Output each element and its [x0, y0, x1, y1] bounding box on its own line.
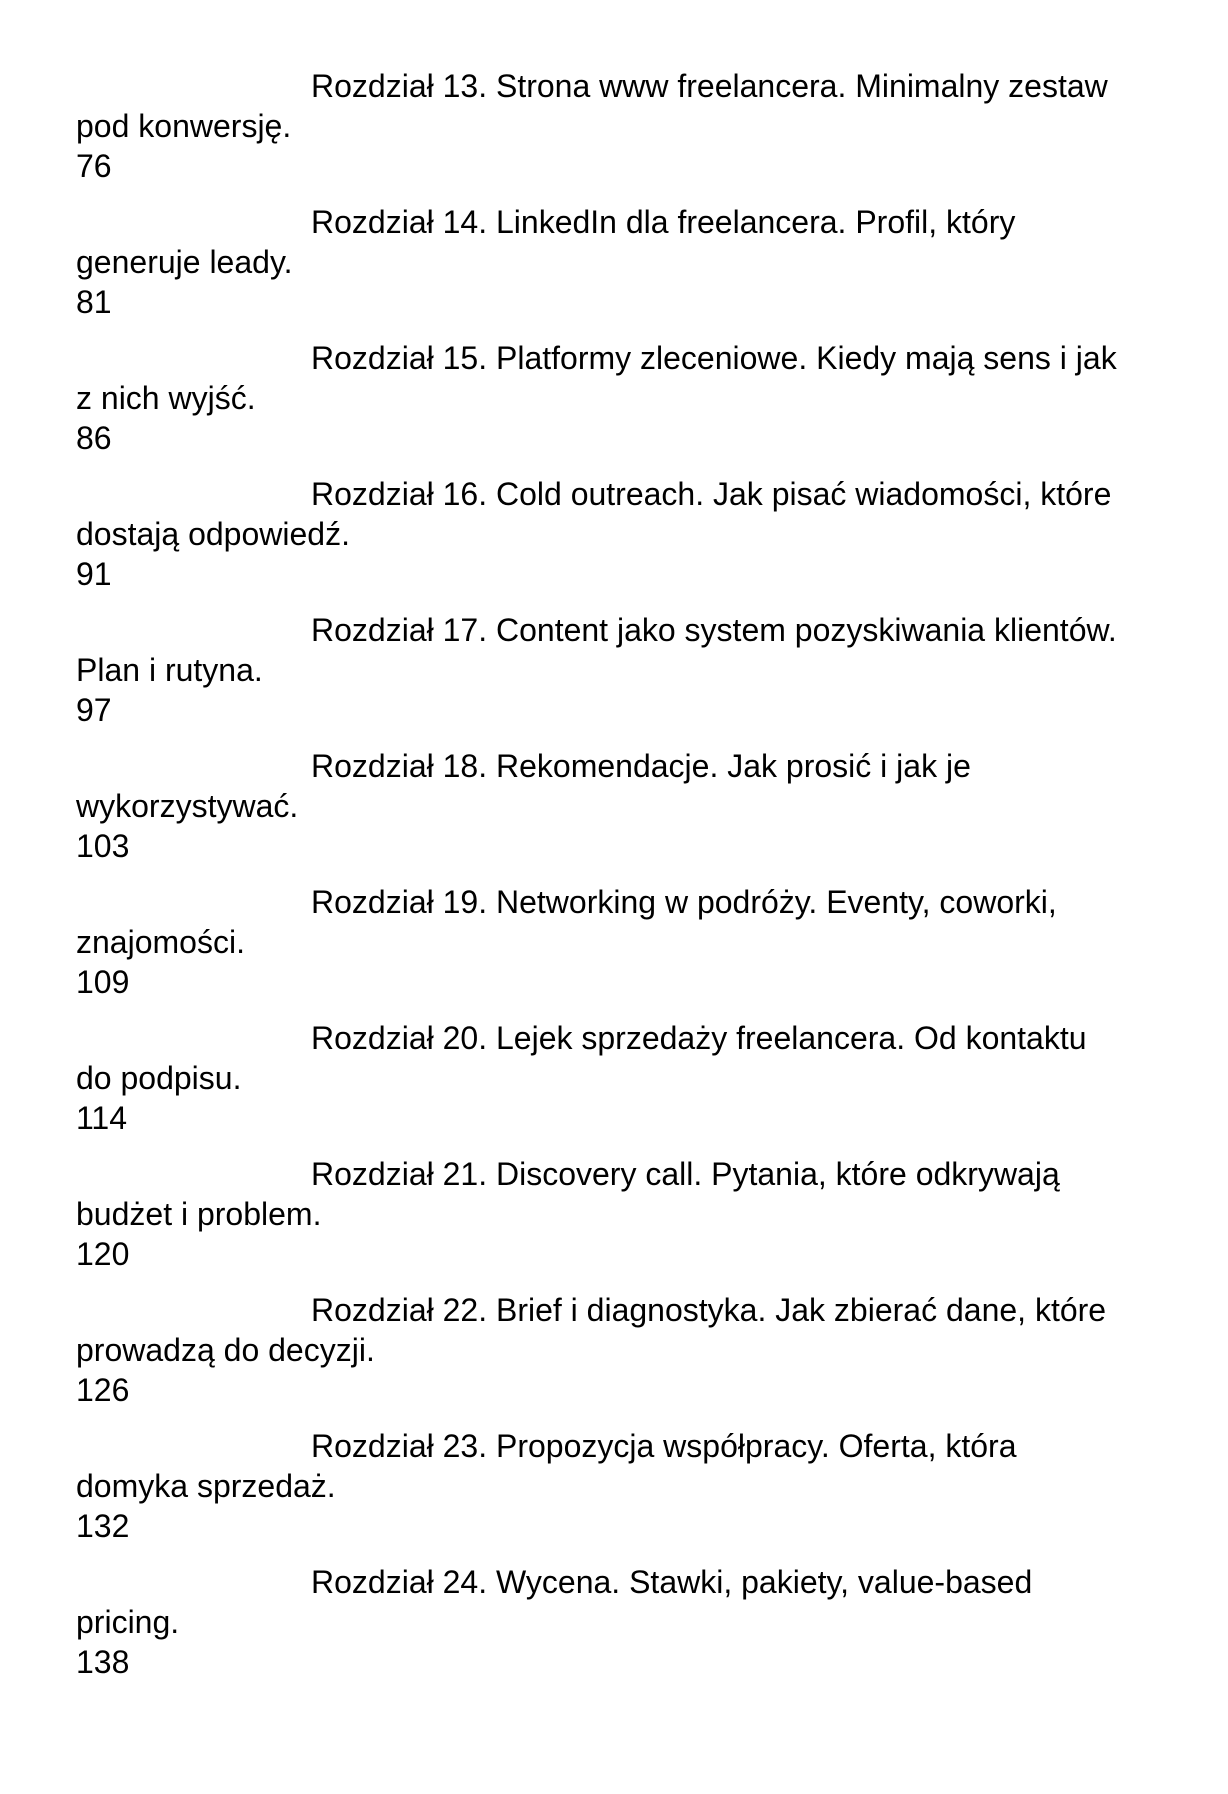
toc-entry-title-continued: wykorzystywać.: [76, 788, 299, 824]
toc-entry[interactable]: [76, 746, 1168, 866]
toc-entry-title: Rozdział 16. Cold outreach. Jak pisać wiadomości, które: [311, 476, 1112, 512]
toc-entry[interactable]: [76, 1426, 1168, 1546]
toc-entry[interactable]: [76, 1290, 1168, 1410]
toc-entry-title: Rozdział 19. Networking w podróży. Eventy, coworki,: [311, 884, 1057, 920]
toc-entry-title-continued: pod konwersję.: [76, 108, 292, 144]
toc-entry-title: Rozdział 21. Discovery call. Pytania, które odkrywają: [311, 1156, 1060, 1192]
toc-entry-title-continued: Plan i rutyna.: [76, 652, 263, 688]
toc-entry[interactable]: [76, 338, 1168, 458]
toc-entry-title: Rozdział 20. Lejek sprzedaży freelancera. Od kontaktu: [311, 1020, 1087, 1056]
toc-entry-title: Rozdział 22. Brief i diagnostyka. Jak zbierać dane, które: [311, 1292, 1107, 1328]
toc-entry[interactable]: [76, 882, 1168, 1002]
toc-entry-page-number: 86: [76, 420, 112, 456]
toc-entry-title-continued: prowadzą do decyzji.: [76, 1332, 375, 1368]
toc-entry[interactable]: [76, 474, 1168, 594]
toc-entry-title: Rozdział 23. Propozycja współpracy. Oferta, która: [311, 1428, 1017, 1464]
toc-entry[interactable]: [76, 1154, 1168, 1274]
toc-entry[interactable]: [76, 610, 1168, 730]
toc-entry-title-continued: generuje leady.: [76, 244, 293, 280]
toc-entry-title-continued: dostają odpowiedź.: [76, 516, 350, 552]
toc-entry-title-continued: pricing.: [76, 1604, 180, 1640]
toc-entry-page-number: 109: [76, 964, 130, 1000]
toc-entry-title-continued: z nich wyjść.: [76, 380, 256, 416]
toc-entry-title-continued: znajomości.: [76, 924, 245, 960]
toc-entry-title: Rozdział 18. Rekomendacje. Jak prosić i jak je: [311, 748, 971, 784]
toc-entry-page-number: 81: [76, 284, 112, 320]
toc-entry-page-number: 132: [76, 1508, 130, 1544]
toc-entry-title: Rozdział 14. LinkedIn dla freelancera. Profil, który: [311, 204, 1016, 240]
toc-entry-title: Rozdział 17. Content jako system pozyskiwania klientów.: [311, 612, 1117, 648]
toc-list: [76, 66, 1168, 1682]
toc-entry-title-continued: budżet i problem.: [76, 1196, 322, 1232]
toc-entry[interactable]: [76, 1562, 1168, 1682]
toc-entry-title: Rozdział 15. Platformy zleceniowe. Kiedy mają sens i jak: [311, 340, 1117, 376]
toc-entry-page-number: 76: [76, 148, 112, 184]
toc-entry[interactable]: [76, 66, 1168, 186]
toc-entry-title-continued: do podpisu.: [76, 1060, 242, 1096]
toc-entry-page-number: 114: [76, 1100, 128, 1136]
toc-entry-page-number: 126: [76, 1372, 130, 1408]
toc-entry-page-number: 91: [76, 556, 112, 592]
toc-entry-page-number: 103: [76, 828, 130, 864]
toc-entry-title: Rozdział 24. Wycena. Stawki, pakiety, value-based: [311, 1564, 1033, 1600]
toc-entry-page-number: 120: [76, 1236, 130, 1272]
toc-entry[interactable]: [76, 1018, 1168, 1138]
toc-entry[interactable]: [76, 202, 1168, 322]
toc-entry-page-number: 138: [76, 1644, 130, 1680]
toc-entry-title-continued: domyka sprzedaż.: [76, 1468, 336, 1504]
toc-entry-title: Rozdział 13. Strona www freelancera. Minimalny zestaw: [311, 68, 1108, 104]
toc-entry-page-number: 97: [76, 692, 112, 728]
